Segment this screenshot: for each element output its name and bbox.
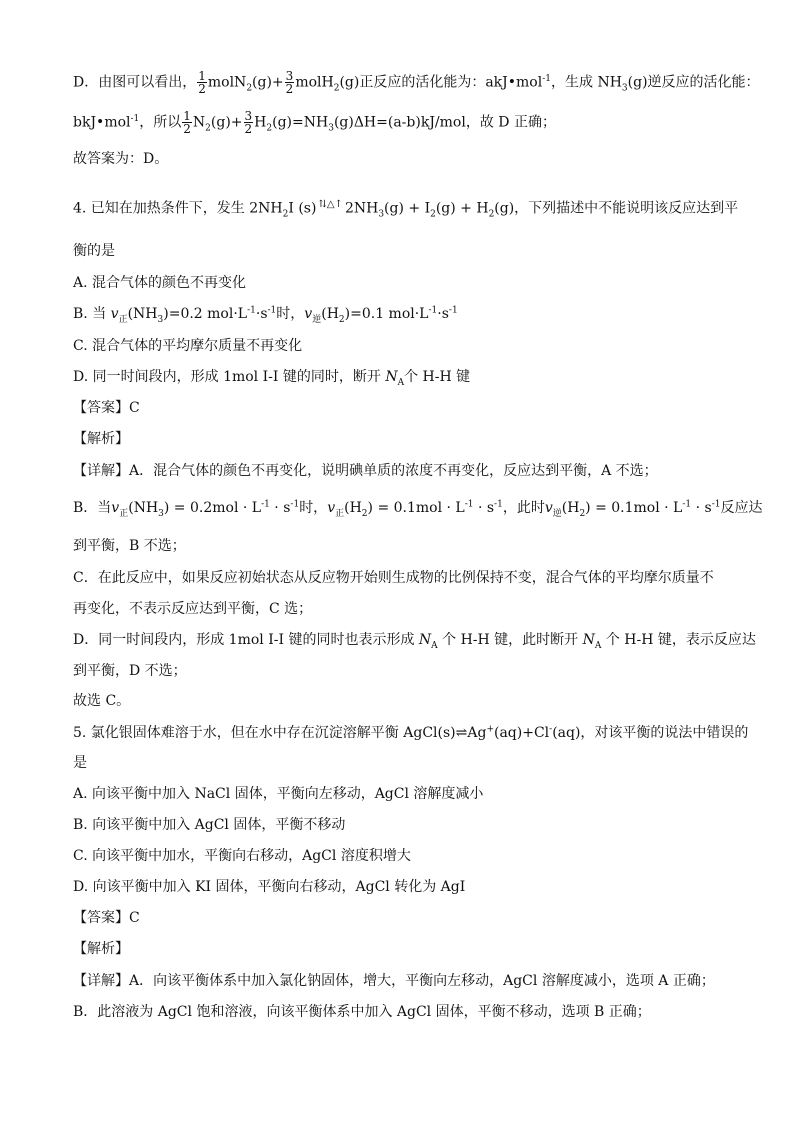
- q4-option-a: A. 混合气体的颜色不再变化: [73, 275, 247, 291]
- q5-option-a: A. 向该平衡中加入 NaCl 固体，平衡向左移动，AgCl 溶解度减小: [73, 786, 484, 802]
- q4-detail-c-line1: C．在此反应中，如果反应初始状态从反应物开始则生成物的比例保持不变，混合气体的平均摩尔质量不: [73, 570, 714, 586]
- q4-detail-d-line1: D．同一时间段内，形成 1mol I-I 键的同时也表示形成 $N_A$ 个 H-H 键，此时断开 $N_A$ 个 H-H 键，表示反应达: [73, 632, 756, 651]
- q4-detail-b-line1: B．当$v_正(NH_3) = 0.2mol \cdot L^{-1} \cdot s^{-1}$时，$v_正(H_2) = 0.1mol \cdot L^{-1} \cdot s^{-1}$，此时$v_逆(H_2) = 0.1mol \cdot L^{-1} \cdot s^{-1}$反应达: [73, 499, 763, 519]
- q5-option-c: C. 向该平衡中加水，平衡向右移动，AgCl 溶度积增大: [73, 848, 411, 864]
- q4-option-c: C. 混合气体的平均摩尔质量不再变化: [73, 338, 303, 354]
- q5-detail-a: 【详解】A．向该平衡体系中加入氯化钠固体，增大，平衡向左移动，AgCl 溶解度减小，选项 A 正确；: [73, 973, 715, 989]
- q4-option-d: D. 同一时间段内，形成 1mol I-I 键的同时，断开 $N_A$个 H-H 键: [73, 369, 471, 388]
- fraction-three-halves: $\frac{3}{2}$: [285, 69, 294, 96]
- q3-d-line1: D．由图可以看出， $\frac{1}{2}$ molN$_2$(g)+ $\frac{3}{2}$ molH$_2$(g)正反应的活化能为：akJ•mol$^{-1}$，生成 $NH_3(g)$逆反应的活化能：: [73, 69, 760, 96]
- q3-answer-line: 故答案为：D。: [73, 151, 169, 167]
- q4-detail-b-line2: 到平衡，B 不选；: [73, 538, 186, 554]
- fraction-three-halves: $\frac{3}{2}$: [244, 109, 253, 136]
- q4-answer: 【答案】C: [73, 400, 140, 416]
- q5-stem-line1: 5. 氯化银固体难溶于水，但在水中存在沉淀溶解平衡 AgCl(s)⇌Ag+(aq)+Cl-(aq)，对该平衡的说法中错误的: [73, 724, 749, 741]
- q4-stem-line2: 衡的是: [73, 243, 115, 259]
- fraction-half: $\frac{1}{2}$: [198, 69, 206, 96]
- fraction-half: $\frac{1}{2}$: [183, 109, 191, 136]
- q5-analysis-label: 【解析】: [73, 941, 129, 957]
- q4-option-b: B. 当 $v_正(NH_3)=0.2$ $mol\cdot L^{-1}\cdot s^{-1}$时，$v_逆(H_2)=0.1$ $mol\cdot L^{-1}\cdot s^{-1}$: [73, 305, 458, 325]
- q4-detail-c-line2: 再变化，不表示反应达到平衡，C 选；: [73, 601, 313, 617]
- q4-stem-line1: 4. 已知在加热条件下，发生 $2NH_2I$ (s) ⇅△↑ $2NH_3(g) + I_2(g) + H_2(g)$，下列描述中不能说明该反应达到平: [73, 194, 733, 220]
- q4-detail-a: 【详解】A．混合气体的颜色不再变化，说明碘单质的浓度不再变化，反应达到平衡，A 不选；: [73, 463, 658, 479]
- q4-detail-d-line2: 到平衡，D 不选；: [73, 663, 187, 679]
- q4-conclusion: 故选 C。: [73, 693, 131, 709]
- q5-stem-line2: 是: [73, 755, 87, 771]
- q3-d-line2: bkJ•mol$^{-1}$，所以 $\frac{1}{2}$ $N_2(g)+$ $\frac{3}{2}$ $H_2(g)=NH_3(g)\Delta H=(a-b)kJ$/mol，故 D 正确；: [73, 109, 556, 136]
- q5-option-d: D. 向该平衡中加入 KI 固体，平衡向右移动，AgCl 转化为 AgI: [73, 879, 466, 895]
- q4-analysis-label: 【解析】: [73, 431, 129, 447]
- reversible-arrow-icon: ⇅△↑: [318, 199, 343, 210]
- q5-answer: 【答案】C: [73, 910, 140, 926]
- q5-option-b: B. 向该平衡中加入 AgCl 固体，平衡不移动: [73, 817, 346, 833]
- q5-detail-b: B．此溶液为 AgCl 饱和溶液，向该平衡体系中加入 AgCl 固体，平衡不移动，选项 B 正确；: [73, 1004, 651, 1020]
